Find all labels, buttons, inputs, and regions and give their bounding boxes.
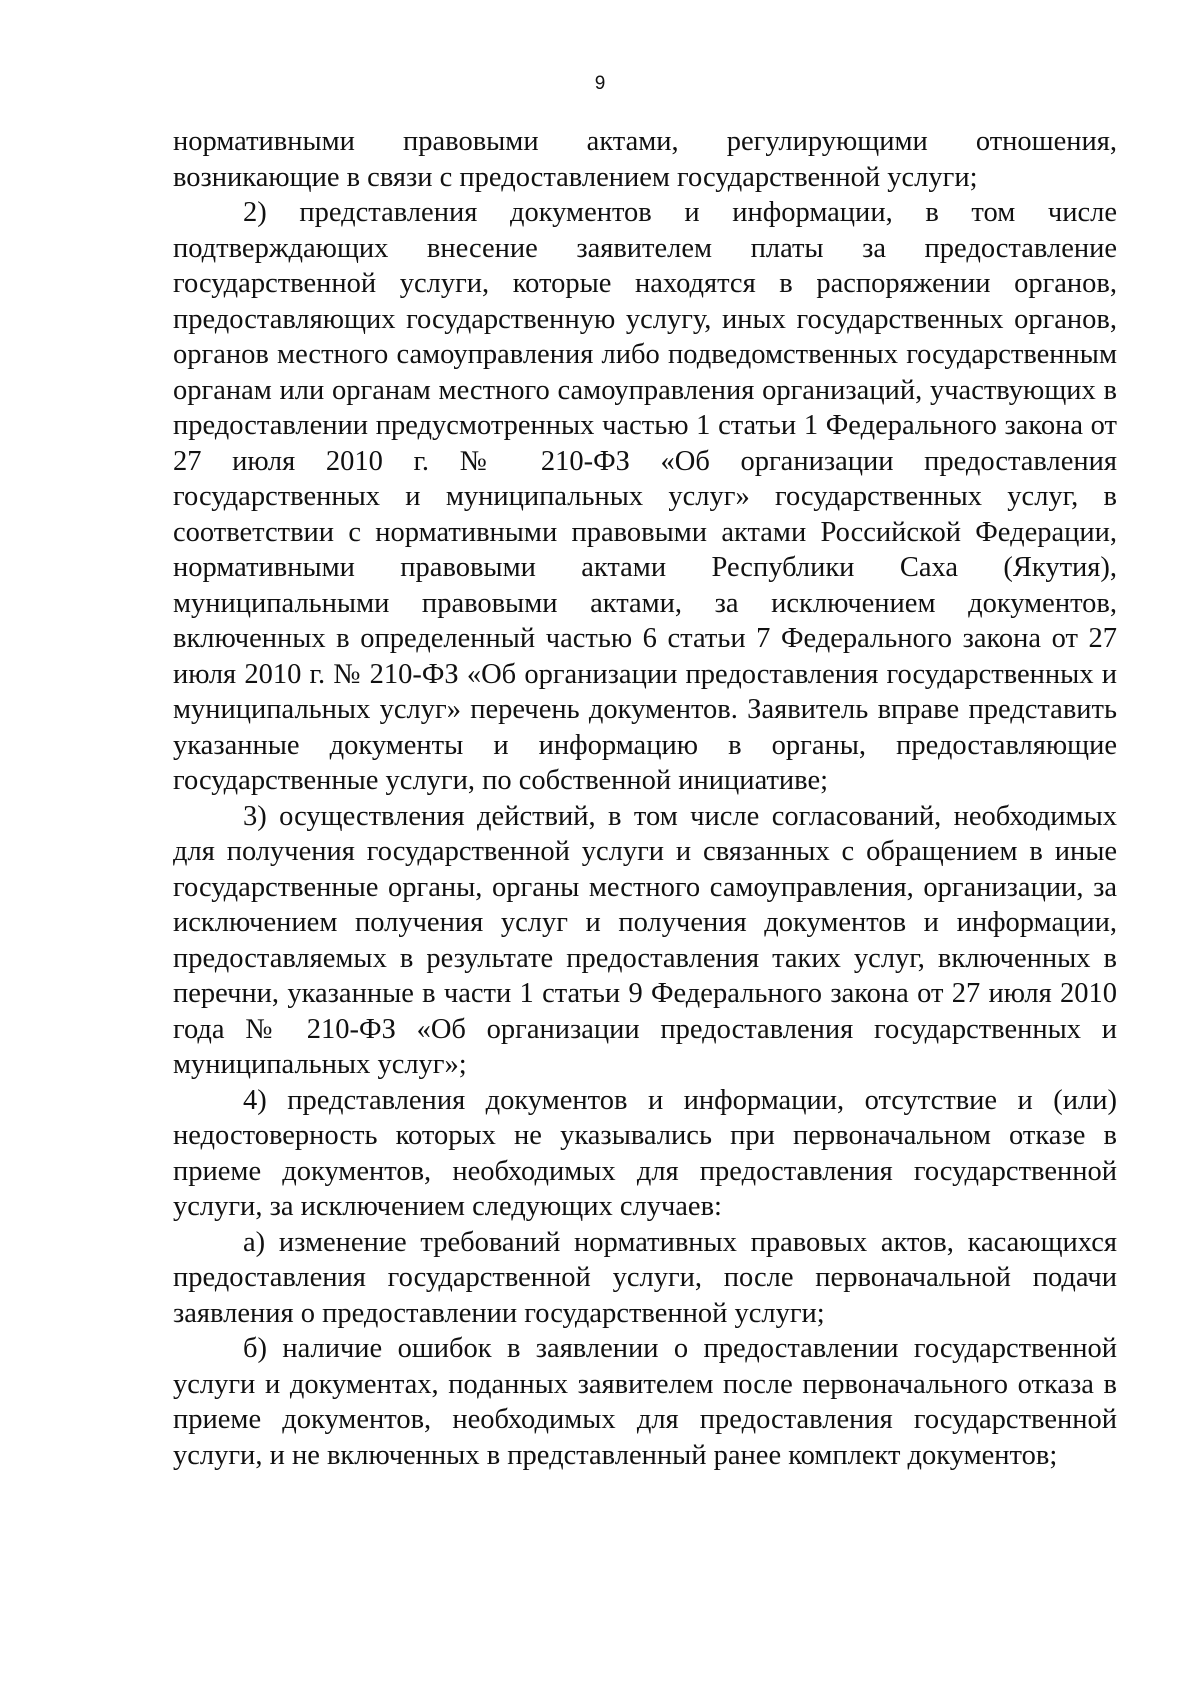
paragraph-item-4: 4) представления документов и информации, отсутствие и (или) недостоверность которых не указывались при первоначальном отказе в приеме документов, необходимых для предоставления государственной услуги, за исключением следующих случаев:: [173, 1084, 1117, 1222]
paragraph-subitem-a: а) изменение требований нормативных правовых актов, касающихся предоставления государственной услуги, после первоначальной подачи заявления о предоставлении государственной услуги;: [173, 1226, 1117, 1329]
page-number: 9: [594, 73, 606, 94]
paragraph-item-2: 2) представления документов и информации, в том числе подтверждающих внесение заявителем платы за предоставление государственной услуги, которые находятся в распоряжении органов, предоставляющих государственную услугу, иных государственных органов, органов местного самоуправления либо подведомственных государственным органам или органам местного самоуправления организаций, участвующих в предоставлении предусмотренных частью 1 статьи 1 Федерального закона от 27 июля 2010 г. № 210-ФЗ «Об организации предоставления государственных и муниципальных услуг» государственных услуг, в соответствии с нормативными правовыми актами Российской Федерации, нормативными правовыми актами Республики Саха (Якутия), муниципальными правовыми актами, за исключением документов, включенных в определенный частью 6 статьи 7 Федерального закона от 27 июля 2010 г. № 210-ФЗ «Об организации предоставления государственных и муниципальных услуг» перечень документов. Заявитель вправе представить указанные документы и информацию в органы, предоставляющие государственные услуги, по собственной инициативе;: [173, 197, 1117, 796]
paragraph-item-3: 3) осуществления действий, в том числе согласований, необходимых для получения государственной услуги и связанных с обращением в иные государственные органы, органы местного самоуправления, организации, за исключением получения услуг и получения документов и информации, предоставляемых в результате предоставления таких услуг, включенных в перечни, указанные в части 1 статьи 9 Федерального закона от 27 июля 2010 года № 210-ФЗ «Об организации предоставления государственных и муниципальных услуг»;: [173, 800, 1117, 1080]
document-body: [173, 124, 1117, 1473]
paragraph-subitem-b: б) наличие ошибок в заявлении о предоставлении государственной услуги и документах, поданных заявителем после первоначального отказа в приеме документов, необходимых для предоставления государственной услуги, и не включенных в представленный ранее комплект документов;: [173, 1333, 1117, 1471]
paragraph-continuation: нормативными правовыми актами, регулирующими отношения, возникающие в связи с предоставлением государственной услуги;: [173, 126, 1117, 193]
